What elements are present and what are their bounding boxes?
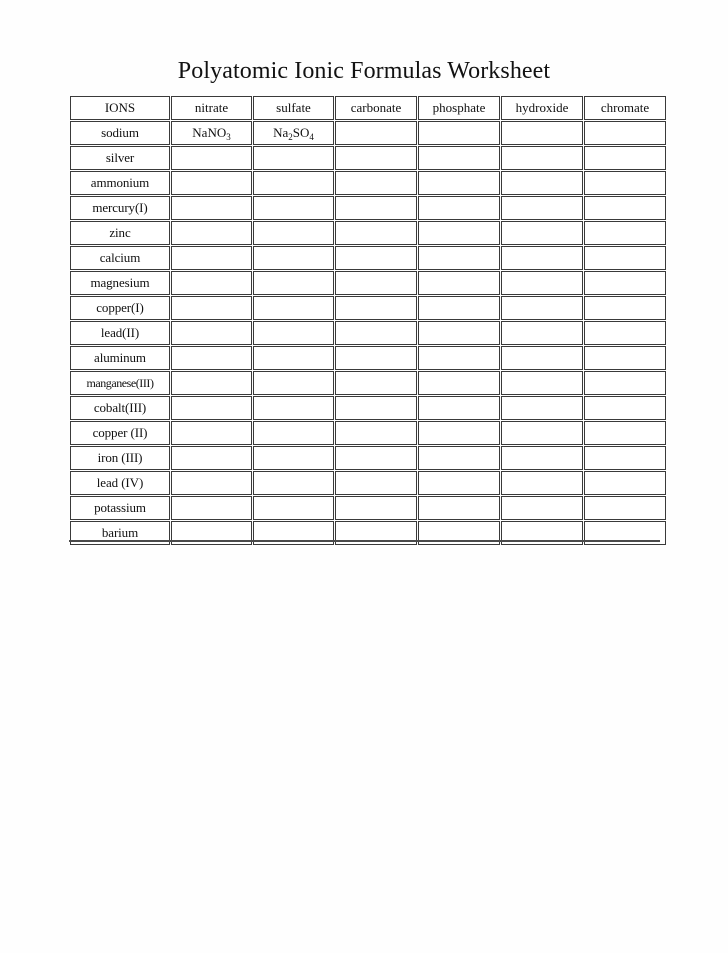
column-header-sulfate: sulfate — [253, 96, 334, 120]
table-row — [70, 221, 666, 245]
answer-cell[interactable] — [335, 496, 417, 520]
column-header-ions: IONS — [70, 96, 170, 120]
answer-cell[interactable] — [418, 246, 500, 270]
table-row — [70, 371, 666, 395]
polyatomic-ionic-formulas-table — [69, 95, 667, 546]
table-row — [70, 471, 666, 495]
ion-label: manganese(III) — [70, 371, 170, 395]
answer-cell[interactable] — [418, 371, 500, 395]
answer-cell[interactable] — [418, 121, 500, 145]
answer-cell[interactable] — [253, 371, 334, 395]
answer-cell[interactable] — [418, 496, 500, 520]
answer-cell[interactable] — [253, 146, 334, 170]
answer-cell[interactable] — [171, 471, 252, 495]
answer-cell[interactable] — [501, 296, 583, 320]
table-row — [70, 296, 666, 320]
ion-label: copper(I) — [70, 296, 170, 320]
answer-cell[interactable] — [501, 321, 583, 345]
answer-cell[interactable] — [171, 396, 252, 420]
table-row — [70, 396, 666, 420]
answer-cell[interactable] — [335, 471, 417, 495]
table-row — [70, 146, 666, 170]
answer-cell[interactable] — [584, 296, 666, 320]
answer-cell[interactable] — [584, 321, 666, 345]
answer-cell[interactable] — [501, 271, 583, 295]
table-body — [70, 96, 666, 545]
answer-cell[interactable] — [584, 396, 666, 420]
answer-cell[interactable] — [335, 296, 417, 320]
answer-cell[interactable] — [501, 396, 583, 420]
answer-cell[interactable] — [253, 271, 334, 295]
answer-cell[interactable] — [584, 196, 666, 220]
ion-label: potassium — [70, 496, 170, 520]
table-row — [70, 446, 666, 470]
answer-cell[interactable] — [335, 246, 417, 270]
worksheet-table-container — [69, 95, 659, 546]
answer-cell[interactable] — [253, 346, 334, 370]
answer-cell[interactable] — [171, 196, 252, 220]
ion-label: magnesium — [70, 271, 170, 295]
answer-cell[interactable] — [418, 346, 500, 370]
answer-cell[interactable] — [171, 171, 252, 195]
answer-cell[interactable] — [418, 196, 500, 220]
answer-cell[interactable] — [171, 246, 252, 270]
answer-cell[interactable] — [501, 171, 583, 195]
ion-label: ammonium — [70, 171, 170, 195]
answer-cell[interactable] — [335, 171, 417, 195]
answer-cell[interactable] — [418, 146, 500, 170]
table-row — [70, 196, 666, 220]
answer-cell[interactable] — [253, 396, 334, 420]
answer-cell[interactable] — [253, 296, 334, 320]
answer-cell[interactable] — [584, 446, 666, 470]
answer-cell[interactable] — [171, 146, 252, 170]
table-row — [70, 171, 666, 195]
answer-cell[interactable] — [253, 496, 334, 520]
ion-label: lead (IV) — [70, 471, 170, 495]
answer-cell[interactable] — [171, 296, 252, 320]
answer-cell[interactable] — [501, 371, 583, 395]
answer-cell[interactable] — [584, 221, 666, 245]
answer-cell[interactable] — [335, 396, 417, 420]
answer-cell[interactable] — [335, 346, 417, 370]
answer-cell[interactable] — [335, 421, 417, 445]
column-header-chromate: chromate — [584, 96, 666, 120]
ion-label: barium — [70, 521, 170, 545]
table-row — [70, 421, 666, 445]
answer-cell[interactable] — [171, 271, 252, 295]
answer-cell[interactable] — [253, 246, 334, 270]
answer-cell[interactable] — [253, 421, 334, 445]
answer-cell[interactable] — [584, 171, 666, 195]
answer-cell[interactable] — [501, 121, 583, 145]
answer-cell[interactable] — [253, 446, 334, 470]
answer-cell[interactable] — [335, 196, 417, 220]
answer-cell[interactable] — [418, 446, 500, 470]
ion-label: iron (III) — [70, 446, 170, 470]
answer-cell[interactable] — [253, 321, 334, 345]
ion-label: silver — [70, 146, 170, 170]
answer-cell[interactable] — [418, 271, 500, 295]
answer-cell[interactable] — [171, 321, 252, 345]
table-bottom-rule — [69, 540, 660, 542]
formula-cell[interactable]: NaNO$_3$ — [171, 121, 252, 145]
answer-cell[interactable] — [501, 146, 583, 170]
answer-cell[interactable] — [171, 421, 252, 445]
answer-cell[interactable] — [501, 246, 583, 270]
ion-label: mercury(I) — [70, 196, 170, 220]
answer-cell[interactable] — [253, 171, 334, 195]
answer-cell[interactable] — [584, 271, 666, 295]
ion-label: copper (II) — [70, 421, 170, 445]
answer-cell[interactable] — [335, 446, 417, 470]
column-header-phosphate: phosphate — [418, 96, 500, 120]
answer-cell[interactable] — [418, 321, 500, 345]
answer-cell[interactable] — [418, 171, 500, 195]
answer-cell[interactable] — [171, 346, 252, 370]
answer-cell[interactable] — [253, 196, 334, 220]
answer-cell[interactable] — [253, 471, 334, 495]
answer-cell[interactable] — [501, 496, 583, 520]
table-row — [70, 321, 666, 345]
answer-cell[interactable] — [584, 371, 666, 395]
column-header-nitrate: nitrate — [171, 96, 252, 120]
ion-label: lead(II) — [70, 321, 170, 345]
answer-cell[interactable] — [501, 471, 583, 495]
answer-cell[interactable] — [584, 421, 666, 445]
answer-cell[interactable] — [418, 296, 500, 320]
answer-cell[interactable] — [335, 121, 417, 145]
table-row — [70, 246, 666, 270]
answer-cell[interactable] — [418, 421, 500, 445]
answer-cell[interactable] — [171, 371, 252, 395]
answer-cell[interactable] — [584, 496, 666, 520]
answer-cell[interactable] — [584, 246, 666, 270]
answer-cell[interactable] — [171, 221, 252, 245]
ion-label: sodium — [70, 121, 170, 145]
answer-cell[interactable] — [335, 146, 417, 170]
column-header-carbonate: carbonate — [335, 96, 417, 120]
formula-cell[interactable]: $Na_2SO_4$ — [253, 121, 334, 145]
answer-cell[interactable] — [335, 271, 417, 295]
answer-cell[interactable] — [501, 196, 583, 220]
answer-cell[interactable] — [584, 471, 666, 495]
ion-label: cobalt(III) — [70, 396, 170, 420]
table-header-row — [70, 96, 666, 120]
answer-cell[interactable] — [418, 221, 500, 245]
answer-cell[interactable] — [584, 146, 666, 170]
answer-cell[interactable] — [501, 221, 583, 245]
column-header-hydroxide: hydroxide — [501, 96, 583, 120]
table-row — [70, 496, 666, 520]
answer-cell[interactable] — [335, 371, 417, 395]
answer-cell[interactable] — [171, 496, 252, 520]
answer-cell[interactable] — [335, 321, 417, 345]
answer-cell[interactable] — [501, 446, 583, 470]
answer-cell[interactable] — [501, 346, 583, 370]
answer-cell[interactable] — [584, 346, 666, 370]
ion-label: calcium — [70, 246, 170, 270]
answer-cell[interactable] — [584, 121, 666, 145]
answer-cell[interactable] — [253, 221, 334, 245]
table-row — [70, 271, 666, 295]
table-row — [70, 346, 666, 370]
page-title: Polyatomic Ionic Formulas Worksheet — [177, 58, 551, 84]
answer-cell[interactable] — [171, 446, 252, 470]
answer-cell[interactable] — [418, 396, 500, 420]
ion-label: zinc — [70, 221, 170, 245]
answer-cell[interactable] — [501, 421, 583, 445]
table-row — [70, 121, 666, 145]
answer-cell[interactable] — [418, 471, 500, 495]
ion-label: aluminum — [70, 346, 170, 370]
answer-cell[interactable] — [335, 221, 417, 245]
